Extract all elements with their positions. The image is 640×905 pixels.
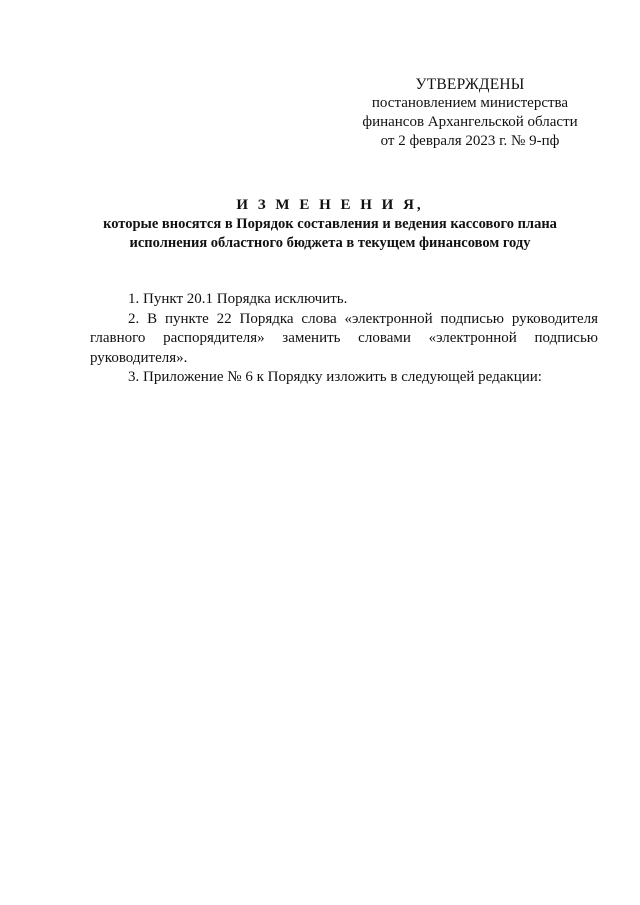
approval-block (340, 75, 600, 151)
approval-line-1: постановлением министерства (371, 95, 569, 111)
document-body (90, 290, 598, 388)
heading-line-2: исполнения областного бюджета в текущем финансовом году (129, 235, 531, 251)
paragraph-item-1: 1. Пункт 20.1 Порядка исключить. (128, 291, 348, 307)
approval-line-3: от 2 февраля 2023 г. № 9-пф (380, 133, 560, 149)
heading-title: И З М Е Н Е Н И Я, (236, 197, 424, 213)
approval-title: УТВЕРЖДЕНЫ (415, 76, 525, 93)
approval-line-2: финансов Архангельской области (362, 114, 578, 130)
heading-line-1: которые вносятся в Порядок составления и ведения кассового плана (103, 216, 557, 232)
paragraph-item-2: 2. В пункте 22 Порядка слова «электронной подписью руководителя главного распорядителя» заменить словами «электронной подписью руководителя». (90, 310, 598, 366)
paragraph-item-3: 3. Приложение № 6 к Порядку изложить в следующей редакции: (128, 369, 542, 385)
document-heading (60, 196, 600, 253)
